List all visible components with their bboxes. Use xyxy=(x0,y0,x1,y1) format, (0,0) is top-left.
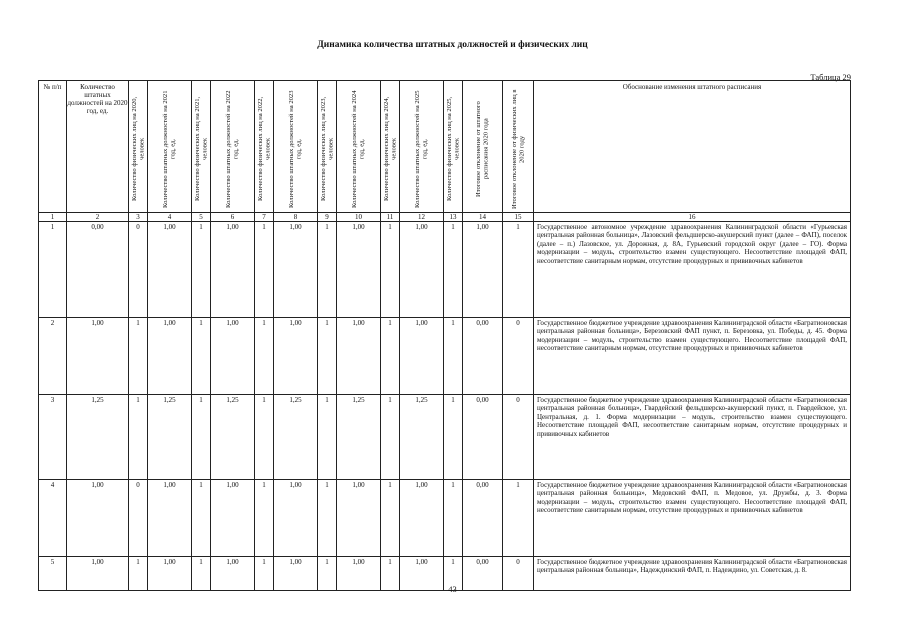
table-cell: 1 xyxy=(318,222,337,318)
table-cell: 0 xyxy=(129,480,148,557)
table-cell: 1,00 xyxy=(148,318,192,395)
table-cell: 1 xyxy=(318,557,337,591)
column-number: 1 xyxy=(39,213,67,222)
table-cell: 1,25 xyxy=(148,395,192,480)
column-number: 2 xyxy=(67,213,129,222)
header-cell xyxy=(192,81,211,213)
table-cell: 1,25 xyxy=(274,395,318,480)
column-number: 8 xyxy=(274,213,318,222)
page-number: 43 xyxy=(448,584,457,594)
table-cell: 4 xyxy=(39,480,67,557)
column-number: 11 xyxy=(381,213,400,222)
document-title: Динамика количества штатных должностей и физических лиц xyxy=(317,40,588,50)
table-cell: 0 xyxy=(503,557,534,591)
header-label: Количество штатных должностей на 2025 год, ед. xyxy=(414,90,429,208)
table-cell: 1 xyxy=(444,557,463,591)
table-cell: 1 xyxy=(192,480,211,557)
column-number: 7 xyxy=(255,213,274,222)
column-number: 13 xyxy=(444,213,463,222)
table-cell: 1,00 xyxy=(400,557,444,591)
header-cell xyxy=(444,81,463,213)
table-cell: 1,00 xyxy=(274,222,318,318)
header-label: Итоговое отклонение от физических лиц в 2020 году xyxy=(510,89,525,209)
table-cell: 0,00 xyxy=(463,557,503,591)
table-cell: 1,00 xyxy=(337,222,381,318)
header-label: Количество физических лиц на 2023, человек xyxy=(319,96,334,202)
table-cell: 1 xyxy=(444,395,463,480)
table-cell: 1,00 xyxy=(67,557,129,591)
table-cell: 1,00 xyxy=(463,222,503,318)
table-cell: 1 xyxy=(381,318,400,395)
table-cell: 1 xyxy=(192,318,211,395)
table-cell: 1 xyxy=(129,395,148,480)
table-cell: 1 xyxy=(318,395,337,480)
header-cell xyxy=(211,81,255,213)
table-cell: 1,00 xyxy=(211,557,255,591)
table-cell: 1,00 xyxy=(337,480,381,557)
table-cell: 1,25 xyxy=(211,395,255,480)
justification-text: Государственное бюджетное учреждение здравоохранения Калининградской области «Багратионовская центральная районная больница», Гвардейский фельдшерско-акушерский пункт, п. Гвардейское, ул. Центральная, д. 1. Форма модернизации – модуль, строительство взамен существующего. Несоответствие площадей ФАП, несоответствие санитарным нормам, отсутствие процедурных и прививочных кабинетов xyxy=(534,395,851,480)
table-cell: 0,00 xyxy=(463,480,503,557)
table-cell: 1 xyxy=(503,222,534,318)
header-row xyxy=(39,81,851,213)
header-label: Количество физических лиц на 2020, человек xyxy=(130,96,145,202)
table-cell: 1 xyxy=(381,480,400,557)
table-cell: 3 xyxy=(39,395,67,480)
header-cell xyxy=(67,81,129,213)
column-number: 3 xyxy=(129,213,148,222)
table-cell: 1 xyxy=(444,318,463,395)
table-cell: 0,00 xyxy=(67,222,129,318)
table-cell: 1,00 xyxy=(148,557,192,591)
header-label: Количество физических лиц на 2025, человек xyxy=(445,96,460,202)
justification-text: Государственное автономное учреждение здравоохранения Калининградской области «Гурьевская центральная районная больница», Лазовский фельдшерско-акушерский пункт (далее – ФАП), поселок (далее – п.) Лазовское, ул. Дорожная, д. 8А, Гурьевский городской округ (далее – ГО). Форма модернизации – модуль, строительство взамен существующего. Несоответствие площадей ФАП, несоответствие санитарным нормам, отсутствие процедурных и прививочных кабинетов xyxy=(534,222,851,318)
header-label: Обоснование изменения штатного расписания xyxy=(622,83,762,91)
header-label: Количество штатных должностей на 2024 год, ед. xyxy=(351,90,366,208)
table-row xyxy=(39,318,851,395)
table-cell: 1,00 xyxy=(274,318,318,395)
column-number: 10 xyxy=(337,213,381,222)
table-cell: 1 xyxy=(318,480,337,557)
header-cell xyxy=(463,81,503,213)
table-cell: 1 xyxy=(255,222,274,318)
header-label: Количество физических лиц на 2021, человек xyxy=(193,96,208,202)
header-label: Количество штатных должностей на 2023 год, ед. xyxy=(288,90,303,208)
header-cell xyxy=(318,81,337,213)
table-cell: 1,00 xyxy=(274,480,318,557)
header-cell xyxy=(39,81,67,213)
column-number-row xyxy=(39,213,851,222)
table-cell: 1,00 xyxy=(148,222,192,318)
table-cell: 1 xyxy=(444,222,463,318)
table-cell: 1,00 xyxy=(400,480,444,557)
table-cell: 1,00 xyxy=(211,222,255,318)
column-number: 5 xyxy=(192,213,211,222)
table-cell: 1,00 xyxy=(211,318,255,395)
table-cell: 1 xyxy=(255,480,274,557)
column-number: 12 xyxy=(400,213,444,222)
table-row xyxy=(39,480,851,557)
table-cell: 1 xyxy=(255,557,274,591)
table-cell: 2 xyxy=(39,318,67,395)
table-cell: 1,00 xyxy=(337,318,381,395)
table-cell: 0,00 xyxy=(463,318,503,395)
table-cell: 1 xyxy=(192,395,211,480)
header-cell xyxy=(148,81,192,213)
header-cell xyxy=(400,81,444,213)
table-cell: 0,00 xyxy=(463,395,503,480)
justification-text: Государственное бюджетное учреждение здравоохранения Калининградской области «Багратионовская центральная районная больница», Медовский ФАП, п. Медовое, ул. Дружбы, д. 3. Форма модернизации – модуль, строительство взамен существующего. Несоответствие площадей ФАП, несоответствие санитарным нормам, отсутствие процедурных и прививочных кабинетов xyxy=(534,480,851,557)
table-cell: 1,00 xyxy=(337,557,381,591)
table-cell: 1 xyxy=(381,557,400,591)
table-cell: 1,00 xyxy=(67,480,129,557)
column-number: 16 xyxy=(534,213,851,222)
table-cell: 1 xyxy=(192,557,211,591)
column-number: 15 xyxy=(503,213,534,222)
justification-text: Государственное бюджетное учреждение здравоохранения Калининградской области «Багратионовская центральная районная больница», Березовский ФАП пункт, п. Березовка, ул. Победы, д. 45. Форма модернизации – модуль, строительство взамен существующего. Несоответствие площадей ФАП, несоответствие санитарным нормам, отсутствие процедурных и прививочных кабинетов xyxy=(534,318,851,395)
justification-text: Государственное бюджетное учреждение здравоохранения Калининградской области «Багратионовская центральная районная больница», Надеждинский ФАП, п. Надеждино, ул. Советская, д. 8. xyxy=(534,557,851,591)
table-cell: 1,25 xyxy=(337,395,381,480)
column-number: 6 xyxy=(211,213,255,222)
table-cell: 1,00 xyxy=(148,480,192,557)
table-cell: 5 xyxy=(39,557,67,591)
table-row xyxy=(39,222,851,318)
table-cell: 1 xyxy=(381,395,400,480)
header-cell xyxy=(503,81,534,213)
table-cell: 1,00 xyxy=(400,318,444,395)
table-cell: 1 xyxy=(255,318,274,395)
header-cell xyxy=(534,81,851,213)
header-label: Количество штатных должностей на 2022 год, ед. xyxy=(225,90,240,208)
header-label: Итоговое отклонение от штатного расписания 2020 года xyxy=(475,101,490,197)
header-label: Количество физических лиц на 2024, человек xyxy=(382,96,397,202)
column-number: 14 xyxy=(463,213,503,222)
table-cell: 0 xyxy=(503,395,534,480)
table-label: Таблица 29 xyxy=(810,72,851,82)
column-number: 4 xyxy=(148,213,192,222)
header-cell xyxy=(337,81,381,213)
table-cell: 1,25 xyxy=(67,395,129,480)
table-cell: 1 xyxy=(39,222,67,318)
header-cell xyxy=(129,81,148,213)
table-cell: 1,00 xyxy=(274,557,318,591)
table-cell: 1 xyxy=(255,395,274,480)
header-label: Количество штатных должностей на 2020 год, ед. xyxy=(67,83,128,116)
staffing-table xyxy=(38,80,851,591)
table-cell: 0 xyxy=(129,222,148,318)
table-cell: 1 xyxy=(129,318,148,395)
table-cell: 1 xyxy=(129,557,148,591)
header-label: № п/п xyxy=(43,83,62,91)
table-cell: 1,00 xyxy=(400,222,444,318)
table-cell: 1 xyxy=(318,318,337,395)
column-number: 9 xyxy=(318,213,337,222)
table-cell: 1 xyxy=(503,480,534,557)
header-cell xyxy=(255,81,274,213)
header-cell xyxy=(381,81,400,213)
table-cell: 1 xyxy=(192,222,211,318)
table-row xyxy=(39,395,851,480)
header-label: Количество штатных должностей на 2021 год, ед. xyxy=(162,90,177,208)
table-cell: 1,25 xyxy=(400,395,444,480)
table-cell: 1,00 xyxy=(67,318,129,395)
table-cell: 1 xyxy=(381,222,400,318)
table-cell: 1,00 xyxy=(211,480,255,557)
table-cell: 0 xyxy=(503,318,534,395)
header-cell xyxy=(274,81,318,213)
table-cell: 1 xyxy=(444,480,463,557)
header-label: Количество физических лиц на 2022, человек xyxy=(256,96,271,202)
